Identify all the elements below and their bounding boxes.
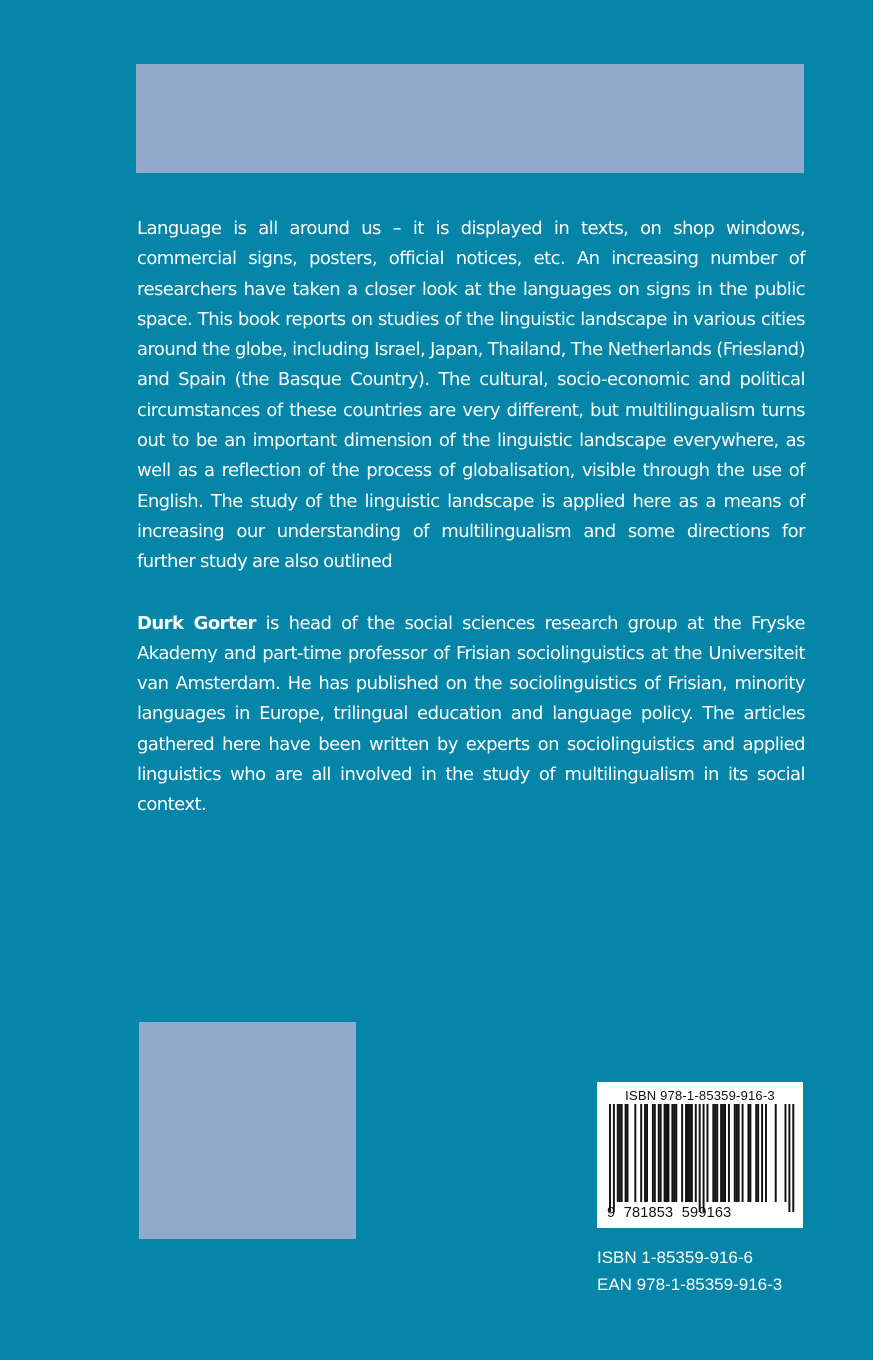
barcode-bars (597, 1104, 803, 1214)
barcode-bar (742, 1104, 744, 1202)
barcode-bar (673, 1104, 675, 1202)
barcode-guard-bar (613, 1104, 615, 1212)
back-cover-blurb (137, 214, 805, 821)
barcode-bar (724, 1104, 726, 1202)
barcode-bar (716, 1104, 718, 1202)
barcode-bar (689, 1104, 691, 1202)
barcode-guard-bar (703, 1104, 705, 1212)
barcode-bar (749, 1104, 751, 1202)
ean-text: EAN 978-1-85359-916-3 (597, 1275, 783, 1294)
barcode-bar (691, 1104, 693, 1202)
barcode-bar (712, 1104, 714, 1202)
barcode-bar (617, 1104, 619, 1202)
barcode-bar (621, 1104, 623, 1202)
barcode-bar (755, 1104, 757, 1202)
barcode-digits-left: 781853 (623, 1205, 674, 1221)
barcode-digit-first: 9 (607, 1205, 616, 1221)
isbn-block (597, 1244, 782, 1298)
barcode-guard-bar (699, 1104, 701, 1212)
barcode-bar (785, 1104, 787, 1202)
barcode-bar (681, 1104, 683, 1202)
barcode-bar (685, 1104, 687, 1202)
barcode-bar (775, 1104, 777, 1202)
barcode-bar (644, 1104, 646, 1202)
barcode-bar (765, 1104, 767, 1202)
barcode-bar (728, 1104, 730, 1202)
barcode-bar (687, 1104, 689, 1202)
barcode-bar (714, 1104, 716, 1202)
barcode-bar (646, 1104, 648, 1202)
barcode-bar (625, 1104, 627, 1202)
isbn10-text: ISBN 1-85359-916-6 (597, 1248, 753, 1267)
barcode-bar (707, 1104, 709, 1202)
barcode-label (597, 1082, 803, 1228)
author-bio-text: is head of the social sciences research group at the Fryske Akademy and part-time professor of Frisian sociolinguistics at the Universiteit van Amsterdam. He has published on the sociolinguistics of Frisian, minority languages in Europe, trilingual education and language policy. The articles gathered here have been written by experts on sociolinguistics and applied linguistics who are all involved in the study of multilingualism in its social context. (137, 612, 805, 816)
author-bio-paragraph (137, 609, 805, 821)
barcode-bar (666, 1104, 668, 1202)
barcode-bar (736, 1104, 738, 1202)
barcode-bar (664, 1104, 666, 1202)
barcode-bar (671, 1104, 673, 1202)
barcode-bar (761, 1104, 763, 1202)
barcode-bar (747, 1104, 749, 1202)
barcode-guard-bar (609, 1104, 611, 1212)
title-placeholder-band (136, 64, 804, 173)
barcode-bar (619, 1104, 621, 1202)
barcode-bar (668, 1104, 670, 1202)
barcode-bar (720, 1104, 722, 1202)
barcode-bar (695, 1104, 697, 1202)
barcode-bar (660, 1104, 662, 1202)
barcode-bar (652, 1104, 654, 1202)
author-name: Durk Gorter (137, 612, 257, 634)
description-paragraph: Language is all around us – it is displayed in texts, on shop windows, commercial signs, posters, official notices, etc. An increasing number of researchers have taken a closer look at the languages on signs in the public space. This book reports on studies of the linguistic landscape in various cities around the globe, including Israel, Japan, Thailand, The Netherlands (Friesland) and Spain (the Basque Country). The cultural, socio-economic and political circumstances of these countries are very different, but multilingualism turns out to be an important dimension of the linguistic landscape everywhere, as well as a reflection of the process of globalisation, visible through the use of English. The study of the linguistic landscape is applied here as a means of increasing our understanding of multilingualism and some directions for further study are also outlined (137, 218, 805, 573)
barcode-bar (654, 1104, 656, 1202)
barcode-bar (757, 1104, 759, 1202)
barcode-guard-bar (788, 1104, 790, 1212)
barcode-bar (627, 1104, 629, 1202)
barcode-digits-right: 599163 (681, 1205, 732, 1221)
barcode-bar (658, 1104, 660, 1202)
barcode-bar (634, 1104, 636, 1202)
barcode-bar (675, 1104, 677, 1202)
barcode-bar (738, 1104, 740, 1202)
barcode-bar (722, 1104, 724, 1202)
author-photo-placeholder (139, 1022, 356, 1239)
barcode-isbn-text: ISBN 978-1-85359-916-3 (625, 1088, 775, 1103)
barcode-guard-bar (792, 1104, 794, 1212)
barcode-digits (607, 1205, 797, 1221)
barcode-bar (640, 1104, 642, 1202)
barcode-bar (734, 1104, 736, 1202)
